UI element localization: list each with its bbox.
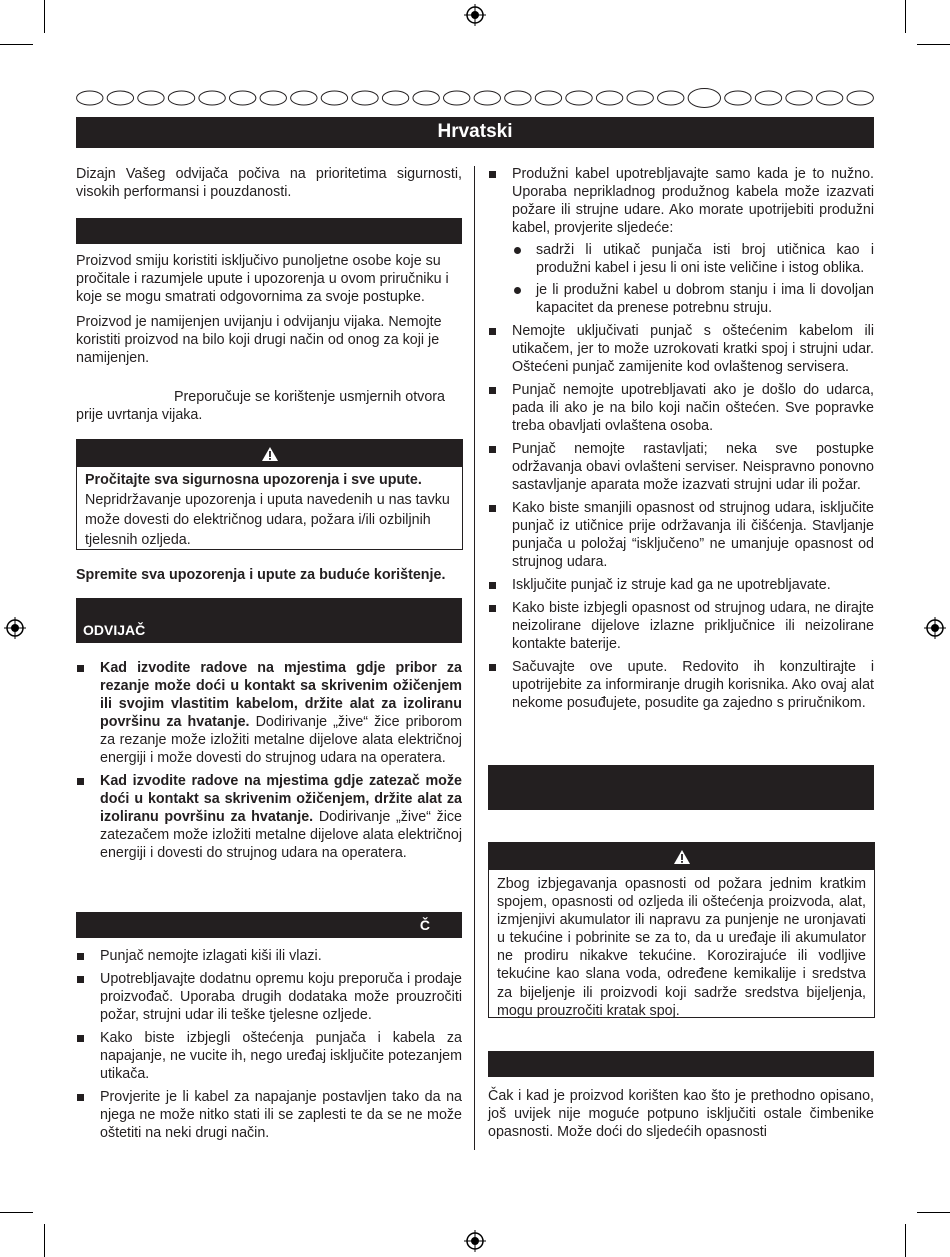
section-bar-odvijac <box>76 598 462 643</box>
odvijac-list <box>76 659 462 867</box>
language-tab <box>474 91 500 105</box>
list-item: Punjač nemojte izlagati kiši ili vlazi. <box>76 947 462 965</box>
language-tab <box>321 91 347 105</box>
language-tabs <box>76 88 874 108</box>
crop-mark <box>917 1212 950 1213</box>
language-tab <box>199 91 225 105</box>
crop-mark <box>44 1224 45 1257</box>
list-item: Sačuvajte ove upute. Redovito ih konzultirajte i upotrijebite za informiranje drugih korisnika. Ako ovaj alat nekome posuđujete, posudite ga zajedno s priručnikom. <box>488 658 874 712</box>
list-item: Nemojte uključivati punjač s oštećenim kabelom ili utikačem, jer to može uzrokovati kratki spoj i strujni udar. Oštećeni punjač zamijenite kod ovlaštenog servisera. <box>488 322 874 376</box>
warning-box <box>488 842 875 1018</box>
language-tab <box>107 91 133 105</box>
language-tab <box>413 91 439 105</box>
use-section <box>76 252 462 367</box>
crop-mark <box>0 1212 33 1213</box>
residual-section <box>488 1087 874 1141</box>
list-item: Produžni kabel upotrebljavajte samo kada je to nužno. Uporaba neprikladnog produžnog kabela može izazvati požare ili strujne udare. Ako morate upotrijebiti produžni kabel, provjerite sljedeće: sadrži li utikač punjača isti broj utičnica kao i produžni kabel i jesu li oni iste veličine i istog oblika. je li produžni kabel u dobrom stanju i ima li dovoljan kapacitet da prenese potrebnu struju. <box>488 165 874 317</box>
language-tab <box>505 91 531 105</box>
residual-text: Čak i kad je proizvod korišten kao što je prethodno opisano, još uvijek nije moguće potpuno isključiti ostale čimbenike opasnosti. Može doći do sljedećih opasnosti <box>488 1088 874 1140</box>
language-tab <box>138 91 164 105</box>
charger-list <box>76 947 462 1147</box>
warning-icon <box>673 849 691 865</box>
list-item: Provjerite je li kabel za napajanje postavljen tako da na njega ne može nitko stati ili se zaplesti te da se ne može oštetiti na neki drugi način. <box>76 1088 462 1142</box>
language-tab <box>566 91 592 105</box>
language-tab <box>816 91 842 105</box>
language-tab <box>291 91 317 105</box>
section-title: ODVIJAČ <box>83 622 146 638</box>
sub-list-item: je li produžni kabel u dobrom stanju i ima li dovoljan kapacitet da prenese potrebnu struju. <box>512 281 874 317</box>
section-bar-charger <box>76 912 462 938</box>
crop-mark <box>905 0 906 33</box>
language-tab <box>352 91 378 105</box>
list-item: Punjač nemojte upotrebljavati ako je došlo do udarca, pada ili ako je na bilo koji način oštećen. Sve popravke treba obavljati ovlaštena osoba. <box>488 381 874 435</box>
warning-header <box>77 440 462 467</box>
column-divider <box>474 166 475 1150</box>
warning-text: Zbog izbjegavanja opasnosti od požara jednim kratkim spojem, opasnosti od ozljeda ili oštećenja proizvoda, alat, izmjenjivi akumulator ili napravu za punjenje ne uronjavati u tekućine i pobrinite se za to, da u uređaje ili akumulator ne prodiru nikakve tekućine. Korozirajuće ili vodljive tekućine kao slana voda, određene kemikalije i sredstva za bijeljenje ili proizvodi koji sadrže sredstva bijeljenja, mogu prouzročiti kratak spoj. <box>497 876 866 1019</box>
language-tab <box>627 91 653 105</box>
right-list <box>488 165 874 717</box>
language-tab <box>755 91 781 105</box>
section-title: Č <box>419 917 430 933</box>
language-tab <box>847 91 873 105</box>
use-paragraph: Proizvod smiju koristiti isključivo punoljetne osobe koje su pročitale i razumjele upute i upozorenja u ovom priručniku i koje se mogu smatrati odgovornima za svoje postupke. <box>76 253 449 305</box>
intro-text: Dizajn Vašeg odvijača počiva na prioritetima sigurnosti, visokih performansi i pouzdanosti. <box>76 166 462 200</box>
registration-mark-icon <box>924 617 946 639</box>
section-bar-liquids <box>488 765 874 810</box>
crop-mark <box>917 44 950 45</box>
language-tab <box>786 91 812 105</box>
language-tab <box>444 91 470 105</box>
warning-header <box>489 843 874 870</box>
registration-mark-icon <box>4 617 26 639</box>
list-item: Kako biste smanjili opasnost od strujnog udara, isključite punjač iz utičnice prije održavanja ili čišćenja. Stavljanje punjača u položaj “isključeno” ne umanjuje opasnost od strujnog udara. <box>488 499 874 571</box>
save-instructions: Spremite sva upozorenja i upute za buduće korištenje. <box>76 567 446 583</box>
warning-bold: Pročitajte sva sigurnosna upozorenja i sve upute. <box>85 472 422 488</box>
list-item: Upotrebljavajte dodatnu opremu koju preporuča i prodaje proizvođač. Uporaba drugih dodataka može prouzročiti požar, strujni udar ili teške tjelesne ozljede. <box>76 970 462 1024</box>
warning-box <box>76 439 463 550</box>
language-tab <box>229 91 255 105</box>
language-tab <box>77 91 103 105</box>
use-paragraph: Preporučuje se korištenje usmjernih otvora prije uvrtanja vijaka. <box>76 389 445 423</box>
warning-icon <box>261 446 279 462</box>
language-title-bar <box>76 117 874 148</box>
list-item: Isključite punjač iz struje kad ga ne upotrebljavate. <box>488 576 874 594</box>
language-tab <box>658 91 684 105</box>
list-item: Kad izvodite radove na mjestima gdje zatezač može doći u kontakt sa skrivenim ožičenjem, držite alat za izoliranu površinu za hvatanje. Dodirivanje „žive“ žice zatezačem može izložiti metalne dijelove alata električnoj energiji i dovesti do strujnog udara na operatera. <box>76 772 462 862</box>
crop-mark <box>905 1224 906 1257</box>
sub-list-item: sadrži li utikač punjača isti broj utičnica kao i produžni kabel i jesu li oni iste veličine i istog oblika. <box>512 241 874 277</box>
left-column <box>76 165 462 201</box>
language-tab <box>382 91 408 105</box>
list-item: Punjač nemojte rastavljati; neka sve postupke održavanja obavi ovlašteni serviser. Neispravno ponovno sastavljanje aparata može izazvati strujni udar ili požar. <box>488 440 874 494</box>
list-item: Kad izvodite radove na mjestima gdje pribor za rezanje može doći u kontakt sa skrivenim ožičenjem ili svojim vlastitim kabelom, držite alat za izoliranu površinu za hvatanje. Dodirivanje „žive“ žice priborom za rezanje može izložiti metalne dijelove alata električnoj energiji i može dovesti do strujnog udara na operatera. <box>76 659 462 767</box>
section-bar-residual <box>488 1051 874 1077</box>
crop-mark <box>0 44 33 45</box>
language-title: Hrvatski <box>437 121 513 142</box>
list-item: Kako biste izbjegli opasnost od strujnog udara, ne dirajte neizolirane dijelove izlazne priključnice ili neizolirane kontakte baterije. <box>488 599 874 653</box>
language-tab <box>168 91 194 105</box>
language-tab <box>260 91 286 105</box>
section-bar-use <box>76 218 462 244</box>
warning-text: Nepridržavanje upozorenja i uputa navedenih u nas tavku može dovesti do električnog udara, požara i/ili ozbiljnih tjelesnih ozljeda. <box>85 492 450 548</box>
language-tab <box>535 91 561 105</box>
language-tab <box>596 91 622 105</box>
use-note <box>76 388 462 424</box>
registration-mark-icon <box>464 4 486 26</box>
use-paragraph: Proizvod je namijenjen uvijanju i odvijanju vijaka. Nemojte koristiti proizvod na bilo koji drugi način od onog za koji je namijenjen. <box>76 314 442 366</box>
crop-mark <box>44 0 45 33</box>
list-item: Kako biste izbjegli oštećenja punjača i kabela za napajanje, ne vucite ih, nego uređaj isključite potezanjem utikača. <box>76 1029 462 1083</box>
language-tab-active <box>688 89 720 108</box>
registration-mark-icon <box>464 1230 486 1252</box>
language-tab <box>725 91 751 105</box>
